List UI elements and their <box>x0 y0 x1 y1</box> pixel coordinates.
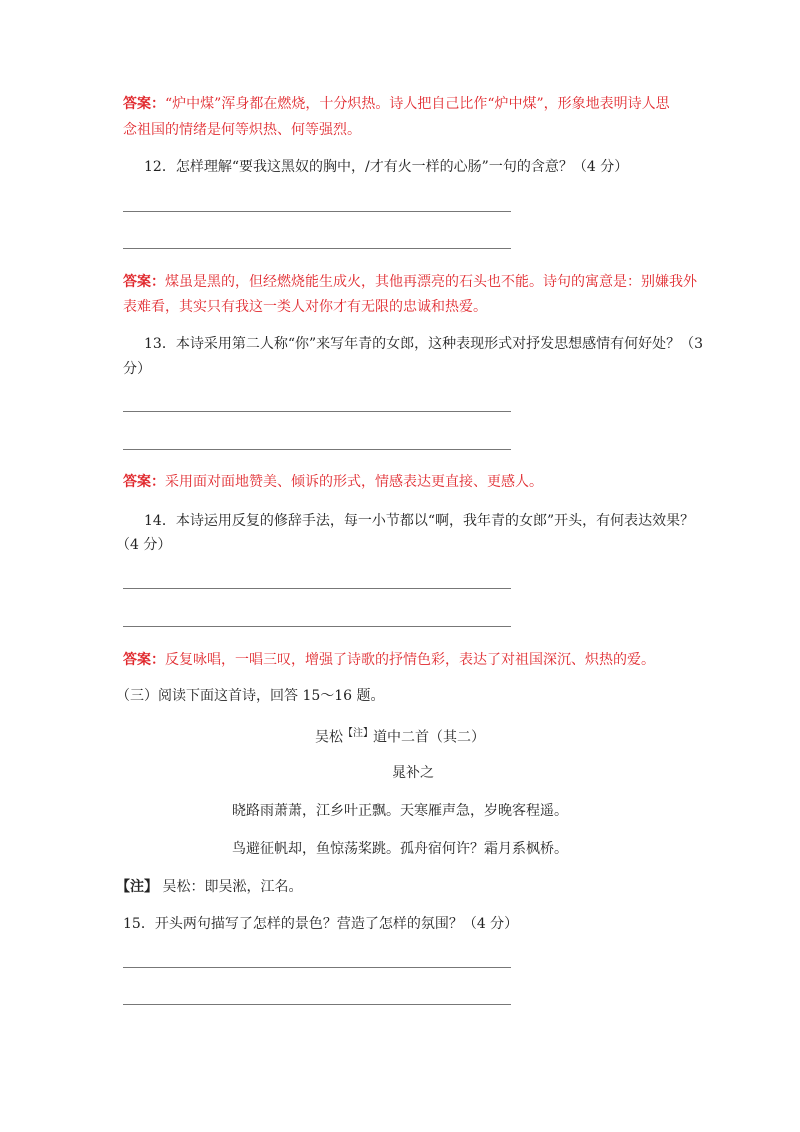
q11-answer-line-1: 答案：“炉中煤”浑身都在燃烧，十分炽热。诗人把自己比作“炉中煤”，形象地表明诗人思 <box>123 96 670 112</box>
answer-blank-line[interactable] <box>123 248 511 249</box>
answer-blank-line[interactable] <box>123 588 511 589</box>
q12-answer-line-1: 答案：煤虽是黑的，但经燃烧能生成火，其他再漂亮的石头也不能。诗句的寓意是：别嫌我外 <box>123 274 697 290</box>
question-12: 12．怎样理解“要我这黑奴的胸中，/才有火一样的心肠”一句的含意？（4 分） <box>144 159 629 175</box>
question-14-line-1: 14．本诗运用反复的修辞手法，每一小节都以“啊，我年青的女郎”开头，有何表达效果？ <box>144 513 695 529</box>
poem-footnote: 【注】 吴松：即吴淞，江名。 <box>116 879 303 895</box>
footnote-label: 【注】 <box>116 879 158 895</box>
answer-label: 答案： <box>123 474 165 490</box>
question-15: 15．开头两句描写了怎样的景色？营造了怎样的氛围？（4 分） <box>123 916 519 932</box>
section-3-intro: （三）阅读下面这首诗，回答 15～16 题。 <box>116 688 385 704</box>
note-marker: 【注】 <box>343 728 373 739</box>
answer-blank-line[interactable] <box>123 1004 511 1005</box>
question-13-line-1: 13．本诗采用第二人称“你”来写年青的女郎，这种表现形式对抒发思想感情有何好处？（3 <box>144 336 704 352</box>
q11-answer-line-2: 念祖国的情绪是何等炽热、何等强烈。 <box>123 122 361 138</box>
answer-blank-line[interactable] <box>123 211 511 212</box>
answer-blank-line[interactable] <box>123 449 511 450</box>
poem-author: 晁补之 <box>392 765 434 781</box>
poem-title: 吴松$^{【注】}$道中二首（其二） <box>315 728 485 746</box>
answer-label: 答案： <box>123 96 165 112</box>
answer-blank-line[interactable] <box>123 626 511 627</box>
answer-label: 答案： <box>123 652 165 668</box>
answer-blank-line[interactable] <box>123 411 511 412</box>
answer-blank-line[interactable] <box>123 967 511 968</box>
poem-line-2: 鸟避征帆却，鱼惊荡桨跳。孤舟宿何许？霜月系枫桥。 <box>232 841 568 857</box>
q12-answer-line-2: 表难看，其实只有我这一类人对你才有无限的忠诚和热爱。 <box>123 299 487 315</box>
q14-answer: 答案：反复咏唱，一唱三叹，增强了诗歌的抒情色彩，表达了对祖国深沉、炽热的爱。 <box>123 652 655 668</box>
question-13-line-2: 分） <box>123 361 151 377</box>
question-14-line-2: （4 分） <box>116 537 172 553</box>
poem-line-1: 晓路雨萧萧，江乡叶正飘。天寒雁声急，岁晚客程遥。 <box>232 803 568 819</box>
q13-answer: 答案：采用面对面地赞美、倾诉的形式，情感表达更直接、更感人。 <box>123 474 543 490</box>
answer-label: 答案： <box>123 274 165 290</box>
